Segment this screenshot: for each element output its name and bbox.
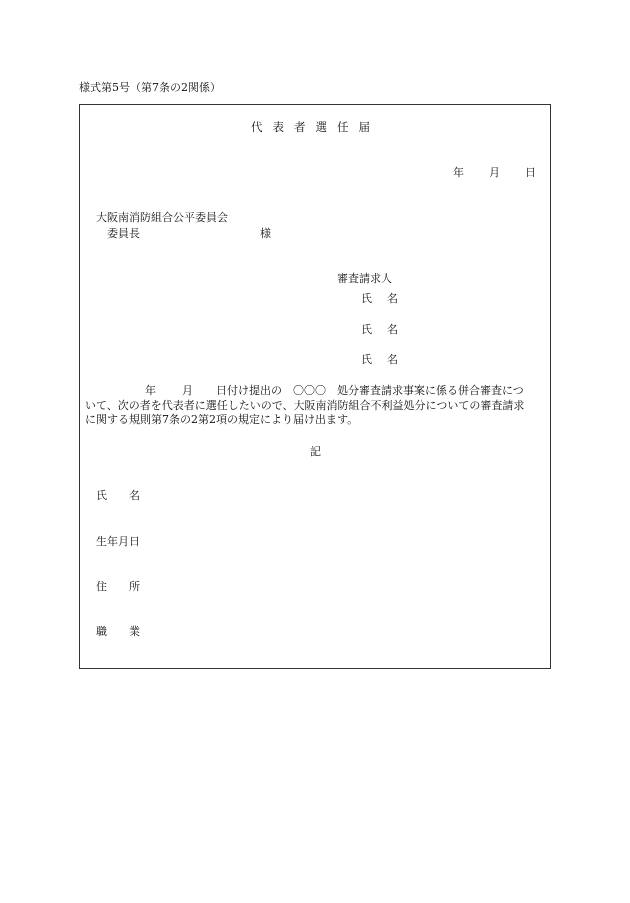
addressee-organization: 大阪南消防組合公平委員会 [96,211,228,224]
body-year: 年 [145,384,156,397]
date-day: 日 [525,166,536,179]
field-name: 氏 名 [96,489,140,502]
date-year: 年 [453,166,464,179]
body-line-2: いて、次の者を代表者に選任したいので、大阪南消防組合不利益処分についての審査請求 [85,399,525,412]
addressee-honorific: 様 [260,227,271,240]
requester-name-label-1: 氏 名 [361,292,400,305]
field-address: 住 所 [96,580,140,593]
body-line-1: 日付け提出の 〇〇〇 処分審査請求事案に係る併合審査につ [216,384,524,397]
field-birthdate: 生年月日 [96,535,140,548]
requester-name-label-2: 氏 名 [361,323,400,336]
body-line-3: に関する規則第7条の2第2項の規定により届け出ます。 [85,413,359,426]
requester-name-label-3: 氏 名 [361,353,400,366]
document-title: 代表者選任届 [251,120,380,134]
requester-heading: 審査請求人 [337,272,392,285]
date-month: 月 [489,166,500,179]
body-month: 月 [182,384,193,397]
addressee-role: 委員長 [107,227,140,240]
field-occupation: 職 業 [96,625,140,638]
form-label: 様式第5号（第7条の2関係） [79,81,221,94]
ki-heading: 記 [310,445,321,458]
